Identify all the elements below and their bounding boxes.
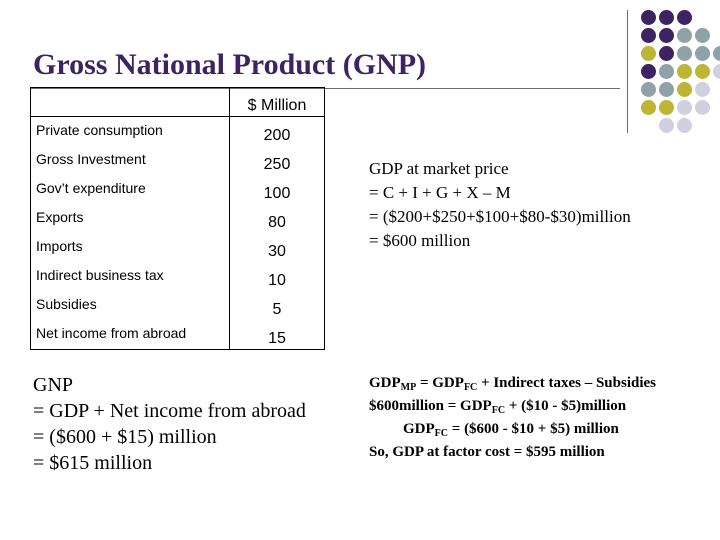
table-row bbox=[31, 146, 325, 175]
table-row bbox=[31, 204, 325, 233]
gdp-fc-text: + Indirect taxes – Subsidies bbox=[477, 375, 656, 391]
gdp-fc-line: So, GDP at factor cost = $595 million bbox=[369, 444, 605, 460]
subscript-mp: MP bbox=[400, 382, 417, 393]
decor-dot bbox=[695, 100, 710, 115]
gdp-fc-text: GDP bbox=[403, 421, 435, 437]
decor-dot bbox=[659, 28, 674, 43]
gdp-fc-text: GDP bbox=[369, 375, 401, 391]
gdp-fc-text: + ($10 - $5)million bbox=[505, 398, 627, 414]
gdp-fc-text: $600million = GDP bbox=[369, 398, 492, 414]
decor-dot bbox=[659, 100, 674, 115]
decor-dot bbox=[659, 10, 674, 25]
gnp-line: = $615 million bbox=[33, 452, 153, 474]
decor-dot bbox=[659, 64, 674, 79]
row-value: 15 bbox=[230, 320, 325, 350]
gdp-fc-line bbox=[369, 395, 656, 418]
subscript-fc: FC bbox=[491, 405, 506, 416]
decor-dot bbox=[677, 100, 692, 115]
gdp-mp-line: GDP at market price bbox=[369, 159, 509, 178]
gdp-mp-line: = ($200+$250+$100+$80-$30)million bbox=[369, 207, 631, 226]
decorative-dot-grid bbox=[636, 10, 720, 120]
decor-dot bbox=[677, 10, 692, 25]
row-value: 80 bbox=[230, 204, 325, 233]
row-label: Subsidies bbox=[31, 291, 230, 320]
row-value: 250 bbox=[230, 146, 325, 175]
row-value: 5 bbox=[230, 291, 325, 320]
gdp-mp-line: = $600 million bbox=[369, 231, 471, 250]
decor-dot bbox=[713, 46, 720, 61]
row-label: Imports bbox=[31, 233, 230, 262]
row-value: 200 bbox=[230, 117, 325, 147]
decor-dot bbox=[641, 82, 656, 97]
gnp-line: = GDP + Net income from abroad bbox=[33, 400, 306, 422]
gdp-fc-text: = GDP bbox=[416, 375, 464, 391]
row-value: 30 bbox=[230, 233, 325, 262]
decor-dot bbox=[659, 82, 674, 97]
decor-dot bbox=[641, 64, 656, 79]
decor-dot bbox=[713, 64, 720, 79]
decor-dot bbox=[677, 118, 692, 133]
decor-dot bbox=[695, 64, 710, 79]
decor-dot bbox=[677, 46, 692, 61]
table-row bbox=[31, 320, 325, 350]
gdp-fc-text: = ($600 - $10 + $5) million bbox=[448, 421, 619, 437]
subscript-fc: FC bbox=[434, 428, 449, 439]
table-row bbox=[31, 233, 325, 262]
table-row bbox=[31, 291, 325, 320]
decor-dot bbox=[695, 28, 710, 43]
table-row bbox=[31, 262, 325, 291]
table-row bbox=[31, 117, 325, 147]
gdp-fc-line bbox=[369, 418, 656, 441]
table-header-unit: $ Million bbox=[230, 88, 325, 117]
row-label: Exports bbox=[31, 204, 230, 233]
row-label: Net income from abroad bbox=[31, 320, 230, 350]
gdp-market-price-calculation bbox=[369, 157, 631, 253]
gnp-components-table bbox=[30, 87, 325, 350]
row-value: 100 bbox=[230, 175, 325, 204]
gnp-line: GNP bbox=[33, 374, 74, 396]
decor-dot bbox=[677, 82, 692, 97]
gdp-fc-line bbox=[369, 372, 656, 395]
row-value: 10 bbox=[230, 262, 325, 291]
row-label: Indirect business tax bbox=[31, 262, 230, 291]
table-row bbox=[31, 175, 325, 204]
subscript-fc: FC bbox=[463, 382, 478, 393]
vertical-divider bbox=[627, 10, 628, 133]
gnp-line: = ($600 + $15) million bbox=[33, 426, 217, 448]
decor-dot bbox=[641, 100, 656, 115]
page-title: Gross National Product (GNP) bbox=[33, 48, 427, 81]
decor-dot bbox=[695, 46, 710, 61]
decor-dot bbox=[641, 28, 656, 43]
decor-dot bbox=[677, 64, 692, 79]
table-header-blank bbox=[31, 88, 230, 117]
decor-dot bbox=[641, 46, 656, 61]
decor-dot bbox=[659, 46, 674, 61]
decor-dot bbox=[677, 28, 692, 43]
row-label: Private consumption bbox=[31, 117, 230, 147]
gdp-factor-cost-calculation bbox=[369, 372, 656, 464]
table-header-row bbox=[31, 88, 325, 117]
gnp-calculation bbox=[33, 372, 306, 476]
gdp-mp-line: = C + I + G + X – M bbox=[369, 183, 511, 202]
decor-dot bbox=[659, 118, 674, 133]
row-label: Gross Investment bbox=[31, 146, 230, 175]
decor-dot bbox=[641, 10, 656, 25]
decor-dot bbox=[695, 82, 710, 97]
row-label: Gov’t expenditure bbox=[31, 175, 230, 204]
